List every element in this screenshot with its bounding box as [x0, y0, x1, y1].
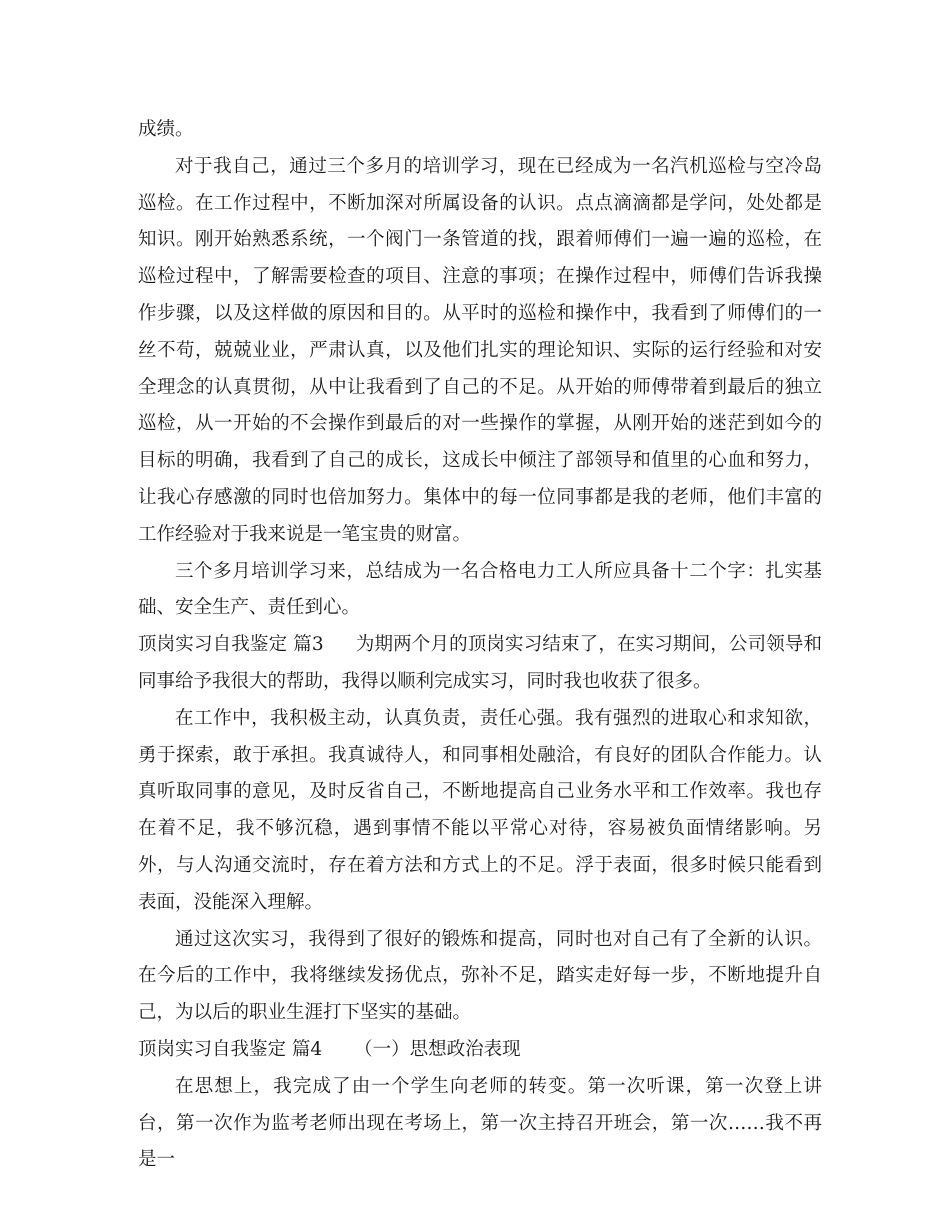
section-3-lead-text: 为期两个月的顶岗实习结束了，在实习期间，公司领导和同事给予我很大的帮助，我得以顺利完成实习，同时我也收获了很多。	[138, 634, 822, 692]
section-3-heading-line	[138, 627, 822, 701]
paragraph-training-summary: 对于我自己，通过三个多月的培训学习，现在已经成为一名汽机巡检与空冷岛巡检。在工作过程中，不断加深对所属设备的认识。点点滴滴都是学问，处处都是知识。刚开始熟悉系统，一个阀门一条管道的找，跟着师傅们一遍一遍的巡检，在巡检过程中，了解需要检查的项目、注意的事项；在操作过程中，师傅们告诉我操作步骤，以及这样做的原因和目的。从平时的巡检和操作中，我看到了师傅们的一丝不苟，兢兢业业，严肃认真，以及他们扎实的理论知识、实际的运行经验和对安全理念的认真贯彻，从中让我看到了自己的不足。从开始的师傅带着到最后的独立巡检，从一开始的不会操作到最后的对一些操作的掌握，从刚开始的迷茫到如今的目标的明确，我看到了自己的成长，这成长中倾注了部领导和值里的心血和努力，让我心存感激的同时也倍加努力。集体中的每一位同事都是我的老师，他们丰富的工作经验对于我来说是一笔宝贵的财富。	[138, 155, 822, 545]
paragraph-ideology: 在思想上，我完成了由一个学生向老师的转变。第一次听课，第一次登上讲台，第一次作为监考老师出现在考场上，第一次主持召开班会，第一次……我不再是一	[138, 1075, 822, 1171]
section-4-heading-line	[138, 1032, 822, 1069]
paragraph-continuation: 成绩。	[138, 119, 194, 140]
section-4-heading: 顶岗实习自我鉴定 篇4	[138, 1038, 323, 1060]
paragraph-twelve-words: 三个多月培训学习来，总结成为一名合格电力工人所应具备十二个字：扎实基础、安全生产、责任到心。	[138, 560, 822, 619]
section-3-heading: 顶岗实习自我鉴定 篇3	[138, 634, 324, 656]
document-body	[138, 112, 822, 1179]
section-4-lead-text: （一）思想政治表现	[354, 1038, 521, 1060]
paragraph-internship-gain: 通过这次实习，我得到了很好的锻炼和提高，同时也对自己有了全新的认识。在今后的工作中，我将继续发扬优点，弥补不足，踏实走好每一步，不断地提升自己，为以后的职业生涯打下坚实的基础。	[138, 928, 822, 1024]
paragraph-work-attitude: 在工作中，我积极主动，认真负责，责任心强。我有强烈的进取心和求知欲，勇于探索，敢于承担。我真诚待人，和同事相处融洽，有良好的团队合作能力。认真听取同事的意见，及时反省自己，不断地提高自己业务水平和工作效率。我也存在着不足，我不够沉稳，遇到事情不能以平常心对待，容易被负面情绪影响。另外，与人沟通交流时，存在着方法和方式上的不足。浮于表面，很多时候只能看到表面，没能深入理解。	[138, 707, 822, 913]
